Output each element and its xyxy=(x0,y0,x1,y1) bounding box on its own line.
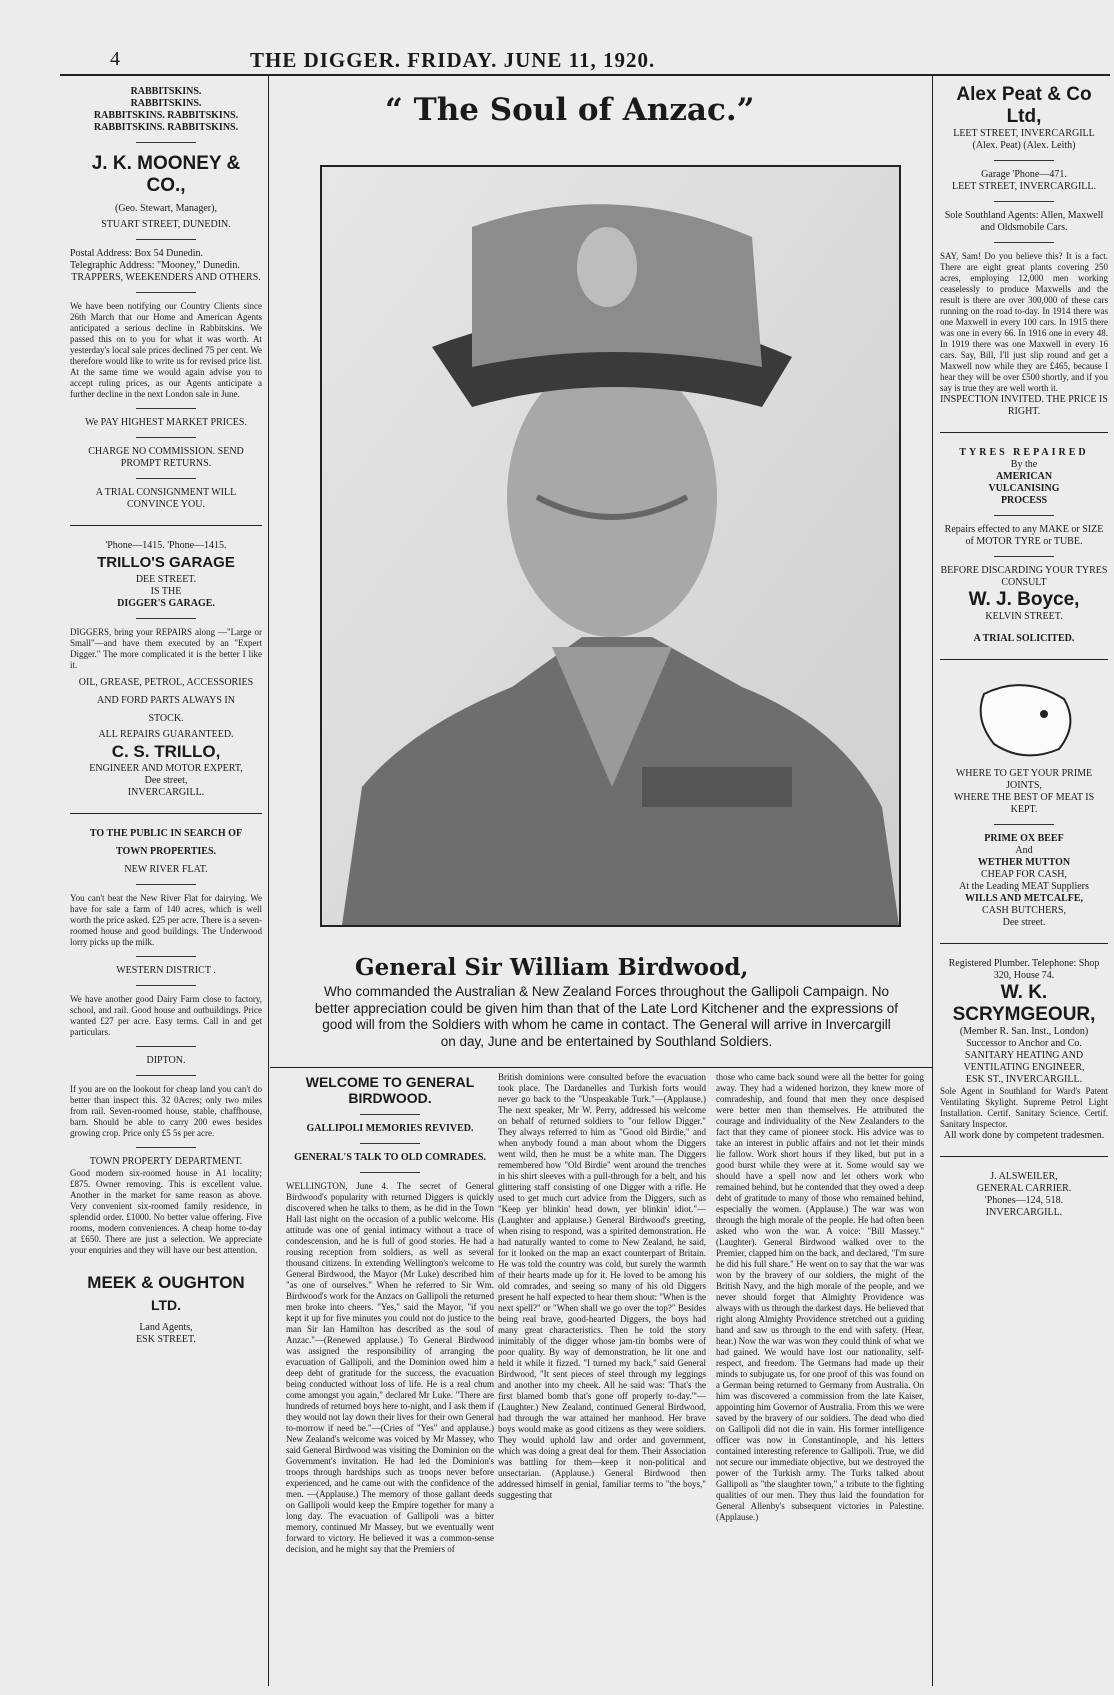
column-rule-left xyxy=(268,76,269,1686)
rabbit-line: RABBITSKINS. RABBITSKINS. xyxy=(93,122,239,133)
trillo-stock: STOCK. xyxy=(148,713,184,724)
tyres-before: BEFORE DISCARDING YOUR TYRES CONSULT xyxy=(940,565,1108,588)
mooney-name: J. K. MOONEY & CO., xyxy=(91,153,241,196)
ox-head-illustration xyxy=(964,674,1084,764)
divider xyxy=(994,515,1054,516)
town-property-heading: TOWN PROPERTY DEPARTMENT. xyxy=(89,1156,243,1167)
trillo-dee: Dee street, xyxy=(144,775,188,786)
mooney-trappers: TRAPPERS, WEEKENDERS AND OTHERS. xyxy=(71,272,261,283)
article-text-3: those who came back sound were all the better for going away. They had a widened horizon, they knew more of comradeship, and found that men they once despised were better men than themselves. He attributed the courage and individuality of the New Zealanders to the fact that they came of pioneer stock. His advice was to take an interest in public affairs and not let their minds lie fallow. Work short hours if they liked, but put in a good burst while they were at it. Some would say we should have a spell now and let others work who remained behind, but he contended that they owed a deep debt of gratitude to many of those who remained behind, especially the women. (Applause.) The war was won through the high morale of the people. He had often been asked who won the war. A voice: "Bill Massey." (Laughter). General Birdwood walked over to the Premier, clapped him on the back, and declared, "I'm sure he did his full share." He went on to say that the war was won by the bravery of our soldiers, the might of the British Navy, and the high morale of the people, and we never should forget that Almighty Providence was always with us through the darkest days. He believed that right along Almighty Providence stretched out a guiding hand and saw us through to the end with safety. (Hear, hear.) Now the war was won they could think of what we had gained. We would have lost our nationality, self-respect, and freedom. The Germans had made up their minds to subjugate us, for one proof of this was found on a German being returned to Germany from Australia. On him was discovered a commission from the late Kaiser, appointing him Governor of Australia. From this we were saved by the bravery of our soldiers. The dead who died on Gallipoli did not die in vain. His former intelligence officer was now in Constantinople, and his letters contained interesting reference to Gallipoli. True, we did not secure our immediate objective, but we destroyed the power of the Turkish army. The Turks talked about Gallipoli as "the slaughter town," a tribute to the fighting qualities of our men. They thus laid the foundation for General Allenby's subsequent victories in Palestine. (Applause.) xyxy=(716,1072,924,1522)
section-rule xyxy=(940,432,1108,433)
masthead xyxy=(60,48,1100,72)
meat-best: WHERE THE BEST OF MEAT IS KEPT. xyxy=(953,792,1095,815)
meek-esk: ESK STREET. xyxy=(136,1334,196,1345)
tyres-repairs: Repairs effected to any MAKE or SIZE of MOTOR TYRE or TUBE. xyxy=(944,524,1104,547)
divider xyxy=(136,478,196,479)
scrymgeour-allwork: All work done by competent tradesmen. xyxy=(943,1130,1105,1141)
tyres-heading: TYRES REPAIRED xyxy=(959,447,1089,458)
meat-leading: At the Leading MEAT Suppliers xyxy=(959,881,1089,892)
boyce-kelvin: KELVIN STREET. xyxy=(985,611,1063,622)
divider xyxy=(136,292,196,293)
divider xyxy=(136,884,196,885)
divider xyxy=(136,1075,196,1076)
tyres-process: PROCESS xyxy=(1000,495,1048,506)
trillo-invercargill: INVERCARGILL. xyxy=(127,787,205,798)
peat-name: Alex Peat & Co Ltd, xyxy=(956,84,1092,127)
scrymgeour-esk: ESK ST., INVERCARGILL. xyxy=(965,1074,1083,1085)
meek-oughton: MEEK & OUGHTON xyxy=(87,1273,245,1292)
western-district-heading: WESTERN DISTRICT . xyxy=(116,965,216,976)
meat-wether: WETHER MUTTON xyxy=(977,857,1071,868)
scrymgeour-engineer: SANITARY HEATING AND VENTILATING ENGINEER, xyxy=(963,1050,1085,1073)
meat-ox: PRIME OX BEEF xyxy=(984,833,1064,844)
feature-title: “ The Soul of Anzac.” xyxy=(385,92,755,128)
boyce-name: W. J. Boyce, xyxy=(968,589,1080,610)
dipton-body: If you are on the lookout for cheap land you can't do better than inspect this. 32 0Acres; only two miles from rail. Seven-roomed house, stable, chaffhouse, barn. Should be able to carry 200 ewes besides growing crop. Price only £5 5s per acre. xyxy=(70,1084,262,1138)
trillo-guaranteed: ALL REPAIRS GUARANTEED. xyxy=(98,729,234,740)
divider xyxy=(136,437,196,438)
meat-dee: Dee street. xyxy=(1002,917,1046,928)
divider xyxy=(994,556,1054,557)
peat-leet: LEET STREET, INVERCARGILL xyxy=(953,128,1095,139)
peat-garage: Garage 'Phone—471. xyxy=(981,169,1067,180)
section-rule xyxy=(940,1156,1108,1157)
meek-ltd: LTD. xyxy=(150,1297,182,1313)
meat-cheap: CHEAP FOR CASH, xyxy=(980,869,1068,880)
masthead-rule xyxy=(60,74,1110,76)
divider xyxy=(136,618,196,619)
trillo-oil: OIL, GREASE, PETROL, ACCESSORIES xyxy=(78,677,254,688)
meat-and: And xyxy=(1015,845,1033,856)
masthead-title: THE DIGGER. FRIDAY. JUNE 11, 1920. xyxy=(250,48,656,72)
alsweiler-invercargill: INVERCARGILL. xyxy=(985,1207,1063,1218)
dipton-heading: DIPTON. xyxy=(146,1055,186,1066)
mooney-telegraphic: Telegraphic Address: "Mooney," Dunedin. xyxy=(70,260,240,271)
peat-agents: Sole Southland Agents: Allen, Maxwell and Oldsmobile Cars. xyxy=(944,210,1104,233)
article-text-2: British dominions were consulted before the evacuation took place. The Dardanelles and Turkish forts would never go back to the "Unspeakable Turk."—(Applause.) The next speaker, Mr W. Perry, addressed his welcome on behalf of returned soldiers to "our fellow Digger." They always referred to him as "Good old Birdie," and when anybody found a man about whom the Diggers went wild, then he must be a white man. The Diggers remembered how "Old Birdie" went around the trenches in his shirt sleeves with a pull-through for a belt, and his glittering staff consisting of one Digger with a rifle. He used to get much curt advice from the Diggers, such as "Keep yer blinkin' head down, yer blinkin' idiot."—(Laughter and applause.) General Birdwood's greeting, when rising to respond, was a spirited demonstration. He had naturally wanted to come to New Zealand, he said, for it looked on the map an exact counterpart of Britain. He was told the country was cold, but surely the warmth of their hearts made up for it. He loved to be among his old comrades, and seeing so many of his old Diggers present he half expected to hear them shout: "When is the next spell?" or "When shall we go over the top?" Besides being real brave, good-hearted Diggers, the boys had many great characteristics. Then he told the story inimitably of the digger whose jam-tin bombs were of poor quality. By way of demonstration, he lit one and held it while it fizzed. "I turned my back," said General Birdwood, "It sent pieces of steel through my leggings and another into my cheek. All he said was: 'That's the first blamed bomb that's gone off properly to-day.'"—(Laughter.) New Zealand, continued General Birdwood, had through the war attained her manhood. Her brave boys would make as good citizens as they were soldiers. They would uphold law and order and government, which was doing a great deal for them. Their Association was battling for them—keep it non-political and unsectarian. (Applause.) General Birdwood then addressed himself in genial, familiar terms to "the boys," suggesting that xyxy=(498,1072,706,1500)
new-river-flat-body: You can't beat the New River Flat for dairying. We have for sale a farm of 140 acres, which is well worth the price asked. £25 per acre. There is a seven-roomed house and good buildings. The Underwood lorry picks up the milk. xyxy=(70,893,262,947)
western-district-body: We have another good Dairy Farm close to factory, school, and rail. Good house and outbuildings. Price wanted £27 per acre. Easy terms. Call in and get particulars. xyxy=(70,994,262,1037)
divider xyxy=(360,1143,420,1144)
meek-land-agents: Land Agents, xyxy=(139,1322,193,1333)
article-column-1 xyxy=(286,1074,494,1555)
tyres-vulcanising: VULCANISING xyxy=(988,483,1060,494)
boyce-trial: A TRIAL SOLICITED. xyxy=(973,633,1075,644)
public-heading: TO THE PUBLIC IN SEARCH OF xyxy=(89,828,243,839)
divider xyxy=(136,1046,196,1047)
trillo-name: TRILLO'S GARAGE xyxy=(97,554,235,571)
divider xyxy=(994,160,1054,161)
article-subheading: GALLIPOLI MEMORIES REVIVED. xyxy=(306,1123,474,1134)
mooney-postal: Postal Address: Box 54 Dunedin. xyxy=(70,248,204,259)
meat-where: WHERE TO GET YOUR PRIME JOINTS, xyxy=(955,768,1093,791)
meat-wills: WILLS AND METCALFE, xyxy=(964,893,1084,904)
page-number: 4 xyxy=(110,48,120,70)
mooney-manager: (Geo. Stewart, Manager), xyxy=(115,203,217,214)
divider xyxy=(136,1147,196,1148)
divider xyxy=(136,985,196,986)
peat-body: SAY, Sam! Do you believe this? It is a fact. There are eight great plants covering 250 acres, employing 12,000 men working ceaselessly to produce Maxwells and the result is there are over 300,000 of these cars running on the road to-day. In 1914 there was one Maxwell in every 100 cars. In 1915 there was one in every 66. In 1916 one in every 48. In 1919 there was one Maxwell in every 16 cars. Say, Bill, I'll just slip round and get a Maxwell now while they are £465, because I hear they will be over £500 shortly, and if you say is true they are well worth it. xyxy=(940,251,1108,393)
trillo-is: IS THE xyxy=(150,586,182,597)
divider xyxy=(136,956,196,957)
section-rule xyxy=(70,525,262,526)
alsweiler-name: J. ALSWEILER, xyxy=(990,1171,1058,1182)
scrymgeour-member: (Member R. San. Inst., London) Successor to Anchor and Co. xyxy=(959,1026,1089,1049)
peat-sub: (Alex. Peat) (Alex. Leith) xyxy=(972,140,1076,151)
article-text-1: WELLINGTON, June 4. The secret of General Birdwood's popularity with returned Diggers is quickly discovered when he talks to them, as he did in the Town Hall last night on the occasion of a public welcome. His attitude was one of genial intimacy without a trace of condescension, and he is full of good stories. He had a rousing reception from soldiers, as well as several thousand citizens. In extending Wellington's welcome to General Birdwood, the Mayor (Mr Luke) described him "as one of ourselves." When he referred to Sir Wm. Birdwood's work for the Anzacs on Gallipoli the returned men broke into cheers. "Yes," said the Mayor, "if you kept it up for five minutes you could not do justice to the man Sir Ian Hamilton has described as the soul of Anzac."—(Renewed applause.) To General Birdwood was assigned the responsibility of arranging the evacuation of Gallipoli, and the Dominion owed him a deep debt of gratitude for the success, the evacuation being conducted without loss of life. He is a real chum come amongst you again," declared Mr Luke. "There are hundreds of returned boys here to-night, and I ask them if they would not lay down their lives for their own General to-morrow if need be."—(Cries of "Yes" and applause.) New Zealand's welcome was voiced by Mr Massey, who said General Birdwood was visiting the Dominion on the Government's invitation. He had led the Dominion's troops through hardships such as troops never before experienced, and he came out with the confidence of the men. —(Applause.) The memory of those gallant deeds on Gallipoli would keep the Empire together for many a long day. The evacuation of Gallipoli was a bitter memory, continued Mr Massey, but we eventually went forward to victory. He believed it was a common-sense decision, and he might say that the Premiers of xyxy=(286,1181,494,1554)
divider xyxy=(136,408,196,409)
town-properties-heading: TOWN PROPERTIES. xyxy=(115,846,217,857)
trillo-diggers-garage: DIGGER'S GARAGE. xyxy=(117,598,215,609)
caption-rule xyxy=(270,1067,932,1068)
tyres-by: By the xyxy=(1010,459,1038,470)
divider xyxy=(994,201,1054,202)
portrait-illustration xyxy=(322,167,899,925)
trillo-proprietor: C. S. TRILLO, xyxy=(111,742,221,761)
scrymgeour-body: Sole Agent in Southland for Ward's Patent Ventilating Skylight. Supreme Petrol Light Installation. Certif. Sanitary Science. Certif. Sanitary Inspector. xyxy=(940,1086,1108,1129)
rabbit-line: RABBITSKINS. xyxy=(130,98,202,109)
portrait-caption: Who commanded the Australian & New Zealand Forces throughout the Gallipoli Campaign. No better appreciation could be given him than that of the Late Lord Kitchener and the expressions of good will from the Soldiers with whom he came in contact. The General will arrive in Invercargill on day, June and be entertained by Southland Soldiers. xyxy=(314,984,899,1049)
portrait-heading: General Sir William Birdwood, xyxy=(355,954,749,981)
divider xyxy=(994,242,1054,243)
divider xyxy=(136,239,196,240)
rabbit-line: RABBITSKINS. xyxy=(130,86,202,97)
meat-butchers: CASH BUTCHERS, xyxy=(982,905,1066,916)
mooney-address: STUART STREET, DUNEDIN. xyxy=(101,219,231,230)
alsweiler-carrier: GENERAL CARRIER. xyxy=(976,1183,1072,1194)
column-rule-right xyxy=(932,76,933,1686)
trillo-street: DEE STREET. xyxy=(135,574,197,585)
trillo-engineer: ENGINEER AND MOTOR EXPERT, xyxy=(89,763,243,774)
divider xyxy=(360,1114,420,1115)
birdwood-portrait xyxy=(320,165,901,927)
section-rule xyxy=(940,943,1108,944)
article-subheading-2: GENERAL'S TALK TO OLD COMRADES. xyxy=(294,1152,486,1163)
mooney-body: We have been notifying our Country Clients since 26th March that our Home and American Agents anticipated a serious decline in Rabbitskins. We passed this on to you for what it was worth. At yesterday's local sale prices declined 75 per cent. We therefore would like to write us for revised price list. At the same time we would again advise you to accept ruling prices, as our Agents anticipate a further decline in the next London sale in June. xyxy=(70,301,262,399)
mooney-trial: A TRIAL CONSIGNMENT WILL CONVINCE YOU. xyxy=(95,487,237,510)
left-column xyxy=(70,86,262,1346)
trillo-body: DIGGERS, bring your REPAIRS along —"Large or Small"—and have them executed by an "Expert Digger." The more complicated it is the better I like it. xyxy=(70,627,262,670)
divider xyxy=(136,142,196,143)
scrymgeour-name: W. K. SCRYMGEOUR, xyxy=(952,982,1096,1025)
section-rule xyxy=(940,659,1108,660)
divider xyxy=(360,1172,420,1173)
peat-inspection: INSPECTION INVITED. THE PRICE IS RIGHT. xyxy=(940,394,1108,417)
section-rule xyxy=(70,813,262,814)
plumber-tel: Registered Plumber. Telephone: Shop 320, House 74. xyxy=(948,958,1100,981)
mooney-charge: CHARGE NO COMMISSION. SEND PROMPT RETURNS. xyxy=(88,446,244,469)
alsweiler-phones: 'Phones—124, 518. xyxy=(984,1195,1064,1206)
trillo-phone: 'Phone—1415. 'Phone—1415. xyxy=(105,540,227,551)
right-column xyxy=(940,84,1108,1219)
divider xyxy=(994,824,1054,825)
new-river-flat-heading: NEW RIVER FLAT. xyxy=(124,864,208,875)
article-heading: WELCOME TO GENERAL BIRDWOOD. xyxy=(305,1074,475,1106)
tyres-american: AMERICAN xyxy=(995,471,1053,482)
peat-leet2: LEET STREET, INVERCARGILL. xyxy=(951,181,1097,192)
town-property-body: Good modern six-roomed house in A1 locality; £875. Owner removing. This is excellent value. Another in the market for same reason as above. Very convenient six-roomed family residence, in splendid order. £1000. No better value offering. Five rooms, modern conveniences. A cheap home to-day at £650. There are just a selection. We appreciate your enquiries and they will have our best attention. xyxy=(70,1168,262,1255)
mooney-pay: We PAY HIGHEST MARKET PRICES. xyxy=(85,417,247,428)
trillo-ford: AND FORD PARTS ALWAYS IN xyxy=(97,695,235,706)
rabbit-line: RABBITSKINS. RABBITSKINS. xyxy=(93,110,239,121)
